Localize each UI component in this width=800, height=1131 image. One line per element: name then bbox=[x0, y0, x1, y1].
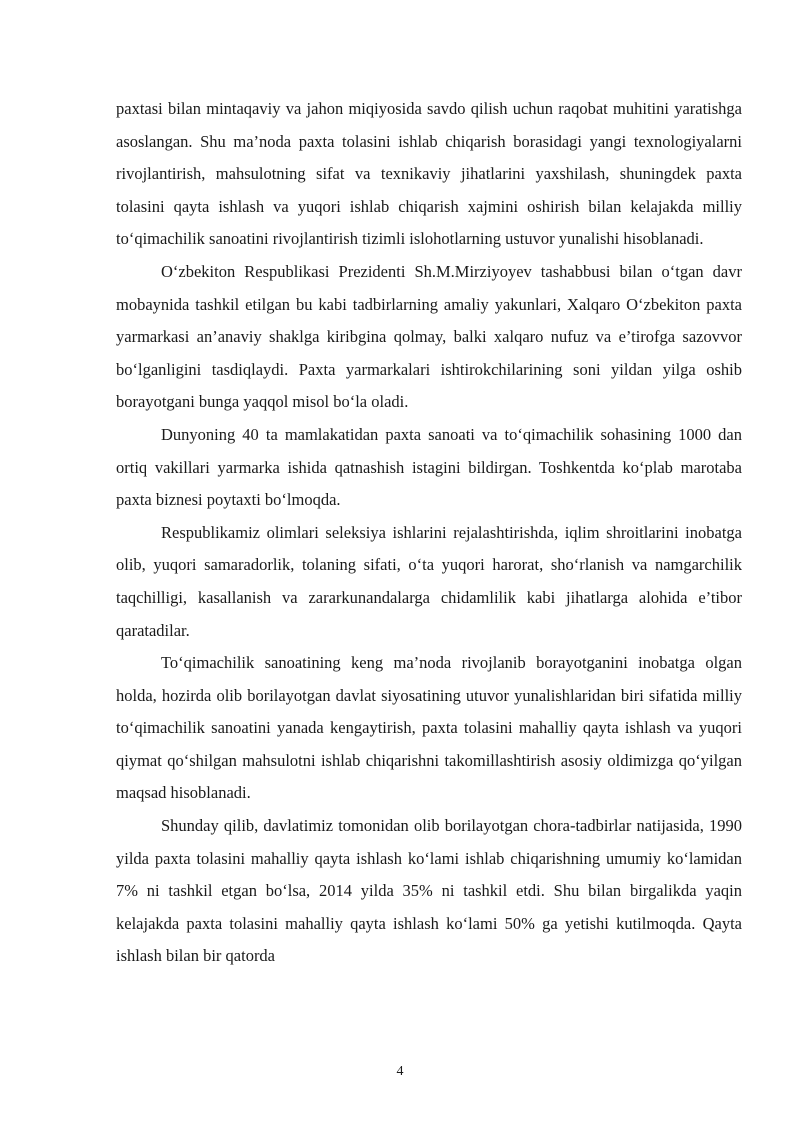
body-text bbox=[116, 93, 742, 973]
page-number: 4 bbox=[396, 1064, 404, 1079]
paragraph-selection-research: Respublikamiz olimlari seleksiya ishlarini rejalashtirishda, iqlim shroitlarini inobatga olib, yuqori samaradorlik, tolaning sifati, o‘ta yuqori harorat, sho‘rlanish va namgarchilik taqchilligi, kasallanish va zararkunandalarga chidamlilik kabi jihatlarga alohida e’tibor qaratadilar. bbox=[116, 522, 742, 640]
paragraph-textile-policy: To‘qimachilik sanoatining keng ma’noda rivojlanib borayotganini inobatga olgan holda, hozirda olib borilayotgan davlat siyosatining utuvor yunalishlaridan biri sifatida milliy to‘qimachilik sanoatini yanada kengaytirish, paxta tolasini mahalliy qayta ishlash va yuqori qiymat qo‘shilgan mahsulotni ishlab chiqarishni takomillashtirish asosiy oldimizga qo‘yilgan maqsad hisoblanadi. bbox=[116, 653, 742, 803]
paragraph-president-initiative: O‘zbekiton Respublikasi Prezidenti Sh.M.Mirziyoyev tashabbusi bilan o‘tgan davr mobaynida tashkil etilgan bu kabi tadbirlarning amaliy yakunlari, Xalqaro O‘zbekiton paxta yarmarkasi an’anaviy shaklga kiribgina qolmay, balki xalqaro nufuz va e’tirofga sazovvor bo‘lganligini tasdiqlaydi. Paxta yarmarkalari ishtirokchilarining soni yildan yilga oshib borayotgani bunga yaqqol misol bo‘la oladi. bbox=[116, 261, 742, 412]
paragraph-fair-participants: Dunyoning 40 ta mamlakatidan paxta sanoati va to‘qimachilik sohasining 1000 dan ortiq vakillari yarmarka ishida qatnashish istagini bildirgan. Toshkentda ko‘plab marotaba paxta biznesi poytaxti bo‘lmoqda. bbox=[116, 424, 742, 510]
paragraph-continuation: paxtasi bilan mintaqaviy va jahon miqiyosida savdo qilish uchun raqobat muhitini yaratishga asoslangan. Shu ma’noda paxta tolasini ishlab chiqarish borasidagi yangi texnologiyalarni rivojlantirish, mahsulotning sifat va texnikaviy jihatlarini yaxshilash, shuningdek paxta tolasini qayta ishlash va yuqori ishlab chiqarish xajmini oshirish bilan kelajakda milliy to‘qimachilik sanoatini rivojlantirish tizimli islohotlarning ustuvor yunalishi hisoblanadi. bbox=[116, 99, 742, 249]
paragraph-processing-statistics: Shunday qilib, davlatimiz tomonidan olib borilayotgan chora-tadbirlar natijasida, 1990 yilda paxta tolasini mahalliy qayta ishlash ko‘lami ishlab chiqarishning umumiy ko‘lamidan 7% ni tashkil etgan bo‘lsa, 2014 yilda 35% ni tashkil etdi. Shu bilan birgalikda yaqin kelajakda paxta tolasini mahalliy qayta ishlash ko‘lami 50% ga yetishi kutilmoqda. Qayta ishlash bilan bir qatorda bbox=[116, 816, 742, 966]
